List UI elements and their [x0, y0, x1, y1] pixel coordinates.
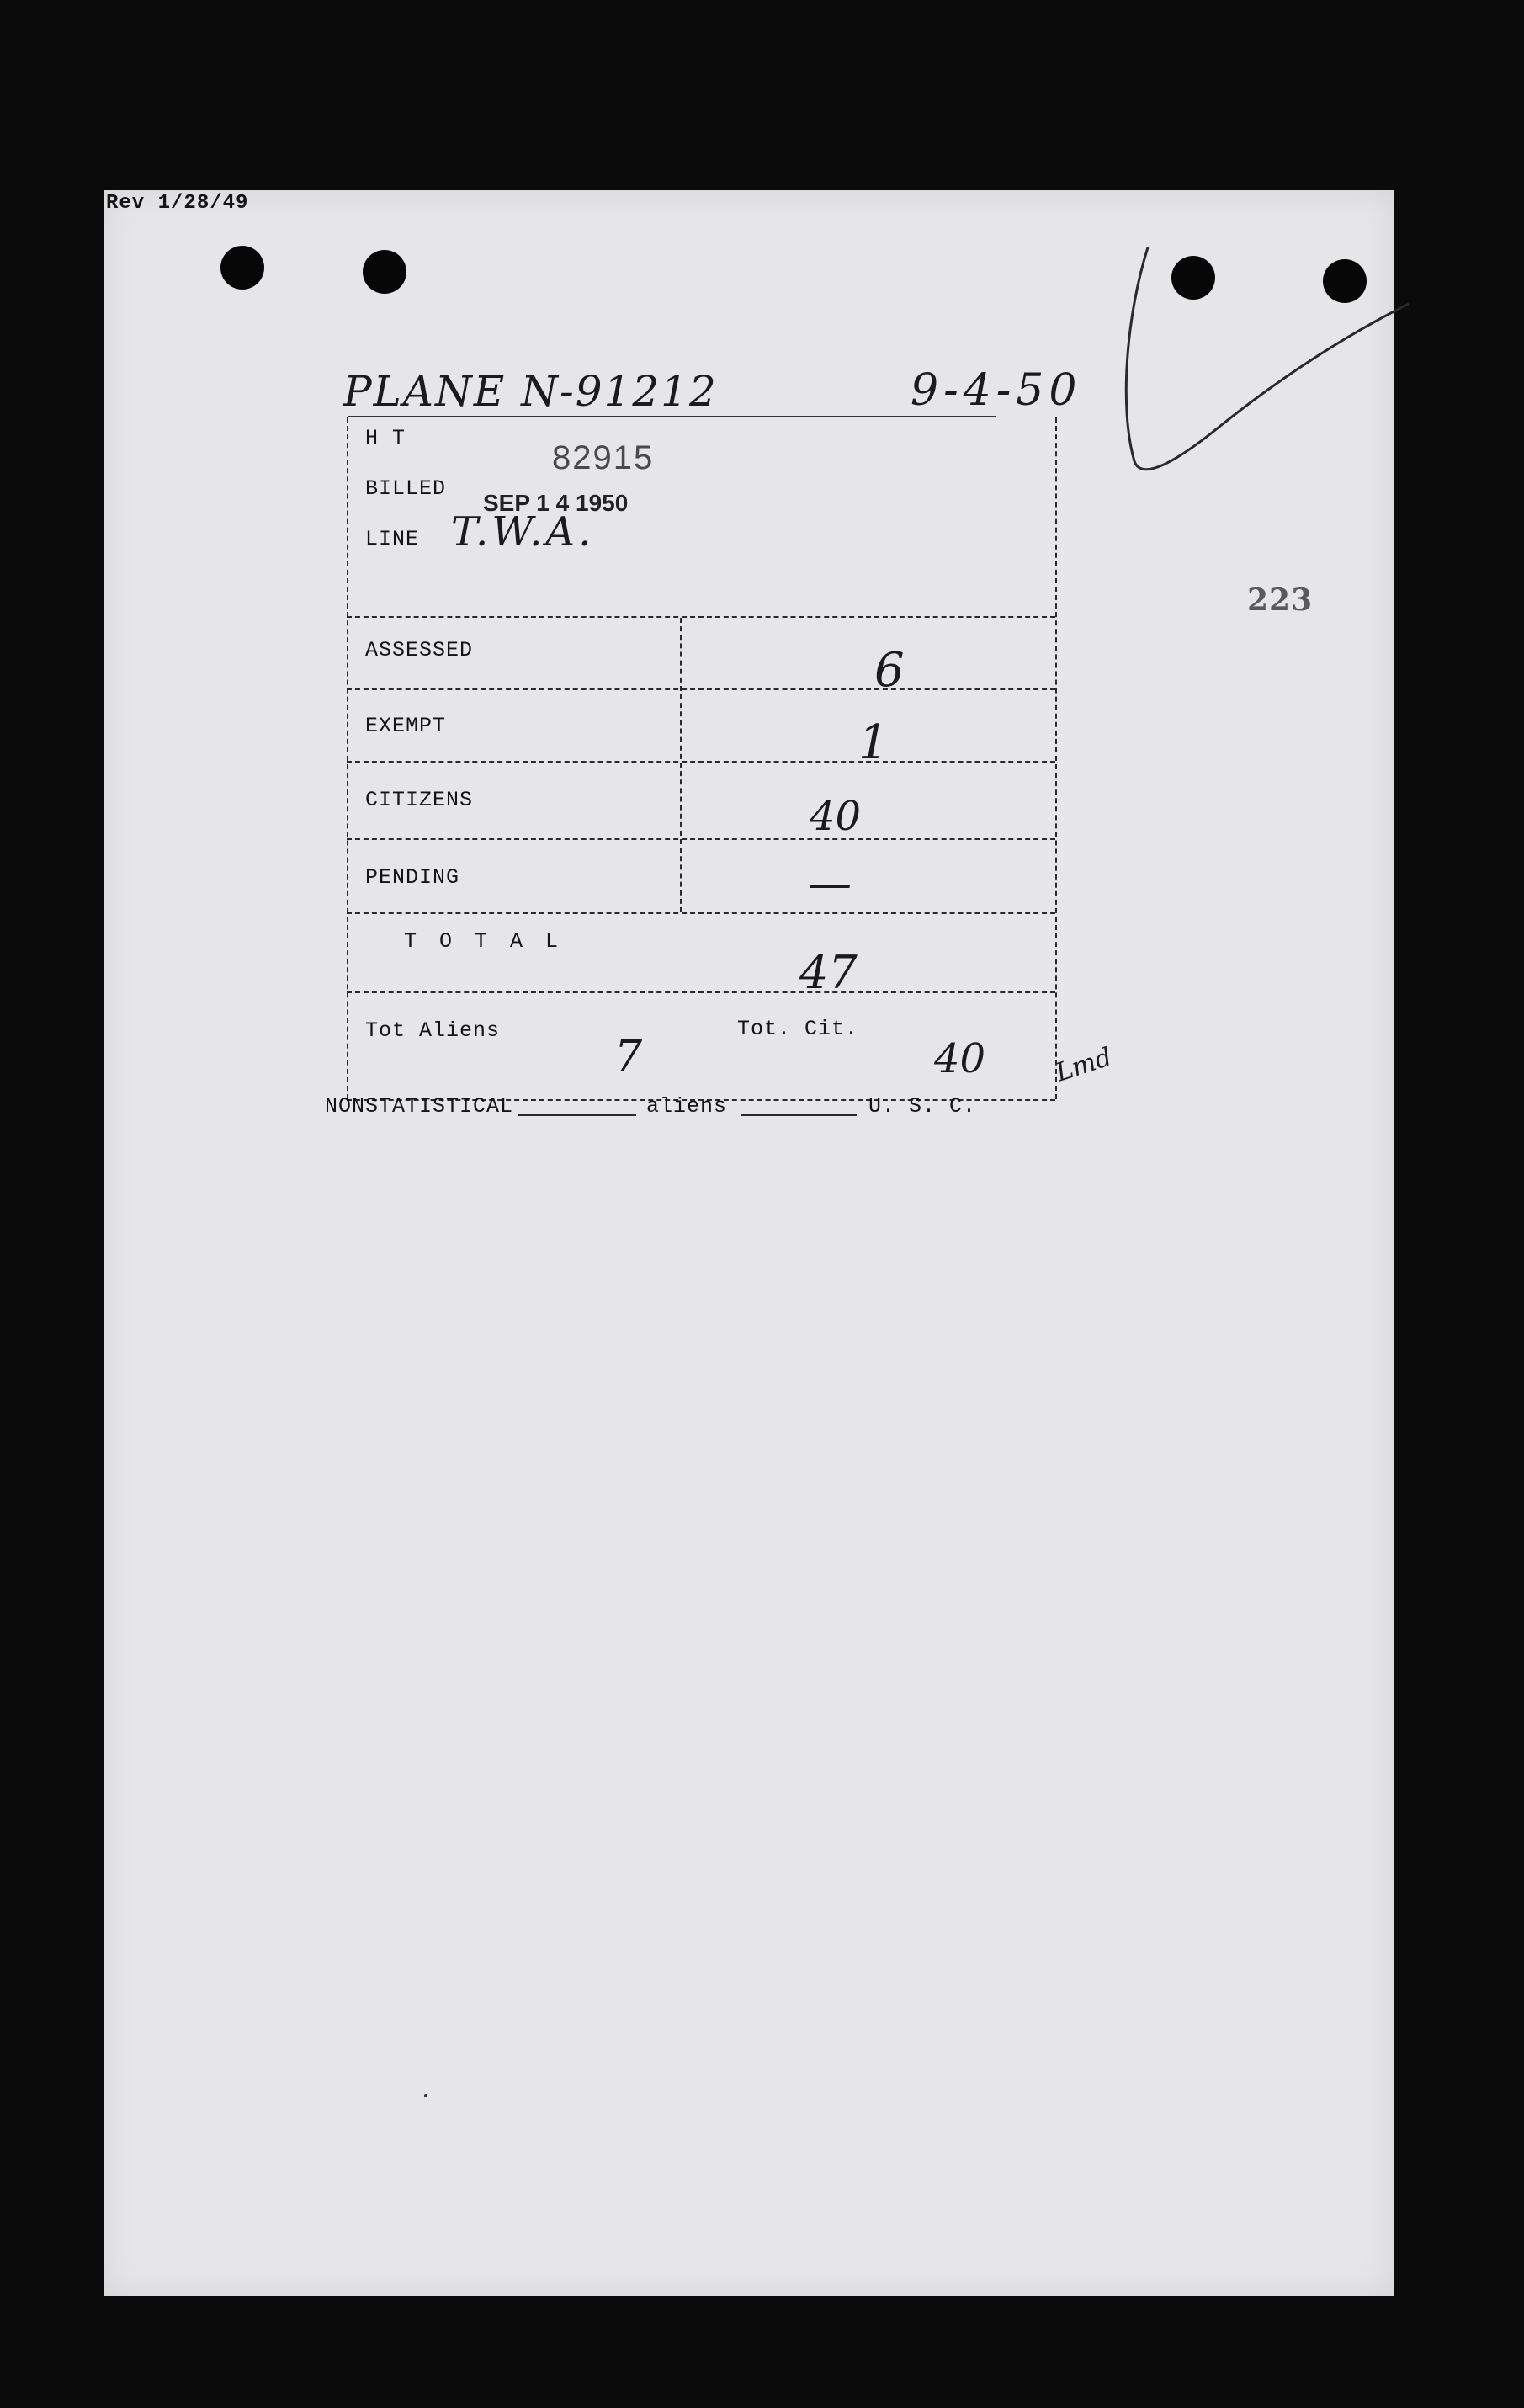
binder-hole-1 [220, 246, 264, 290]
handwritten-date: 9-4-50 [911, 365, 1082, 416]
header-underline [348, 416, 996, 417]
nonstatistical-blank [518, 1114, 636, 1116]
tot-cit-value: 40 [934, 1035, 986, 1082]
citizens-label: CITIZENS [365, 788, 474, 812]
form-right-border [1055, 417, 1057, 1099]
total-label: T O T A L [404, 929, 564, 954]
exempt-label: EXEMPT [365, 714, 447, 738]
usc-label: U. S. C. [868, 1094, 977, 1119]
paper-speck [424, 2094, 427, 2097]
row-divider-4 [347, 838, 1055, 840]
row-divider-5 [347, 912, 1055, 914]
billed-label: BILLED [365, 476, 447, 501]
row-divider-2 [347, 688, 1055, 690]
billed-date-stamp: SEP 1 4 1950 [483, 490, 629, 516]
form-middle-divider [680, 618, 682, 912]
exempt-value: 1 [858, 715, 889, 770]
form-left-border [347, 417, 348, 1099]
line-label: LINE [365, 527, 420, 551]
number-stamp: 82915 [552, 439, 655, 476]
document-page [104, 190, 1394, 2296]
line-value: T.W.A. [451, 508, 595, 555]
row-divider-6 [347, 991, 1055, 993]
aliens-label: aliens [646, 1094, 728, 1119]
tot-aliens-value: 7 [614, 1032, 643, 1082]
assessed-label: ASSESSED [365, 638, 474, 662]
total-value: 47 [799, 946, 858, 999]
aliens-blank [741, 1114, 857, 1116]
row-divider-1 [347, 616, 1055, 618]
page-number-stamp: 223 [1247, 582, 1314, 618]
tot-aliens-label: Tot Aliens [365, 1018, 501, 1043]
revision-note: Rev 1/28/49 [106, 192, 249, 215]
assessed-value: 6 [874, 643, 905, 698]
tot-cit-label: Tot. Cit. [737, 1017, 859, 1041]
citizens-value: 40 [810, 793, 862, 840]
row-divider-3 [347, 761, 1055, 763]
initials: Lmd [1052, 1042, 1116, 1088]
nonstatistical-label: NONSTATISTICAL [325, 1094, 514, 1119]
binder-hole-2 [363, 250, 406, 294]
pending-label: PENDING [365, 865, 460, 890]
check-mark [1114, 241, 1417, 493]
ht-label: H T [365, 426, 406, 450]
pending-value: — [808, 858, 852, 909]
plane-number: PLANE N-91212 [343, 367, 718, 416]
